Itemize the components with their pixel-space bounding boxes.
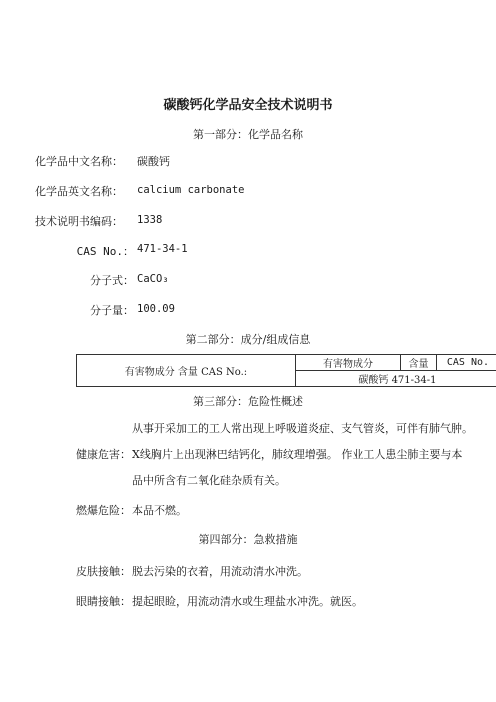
fire-value: 本品不燃。 [132, 504, 187, 517]
eye-label: 眼睛接触： [76, 595, 131, 608]
health-line-2: X线胸片上出现淋巴结钙化，肺纹理增强。 作业工人患尘肺主要与本 [132, 448, 463, 461]
fire-label: 燃爆危险： [76, 504, 131, 517]
en-name-label: 化学品英文名称： [35, 185, 123, 198]
part1-heading: 第一部分：化学品名称 [193, 128, 303, 141]
part3-heading: 第三部分：危险性概述 [193, 395, 303, 408]
cn-name-label: 化学品中文名称： [35, 155, 123, 168]
composition-row: 碳酸钙 471-34-1 [295, 371, 496, 387]
composition-header-component: 有害物成分 [295, 355, 400, 371]
weight-value: 100.09 [137, 303, 175, 315]
formula-value: CaCO₃ [137, 273, 169, 285]
composition-header-content: 含量 [401, 355, 437, 371]
cn-name-value: 碳酸钙 [137, 155, 170, 168]
health-line-3: 品中所含有二氧化硅杂质有关。 [132, 474, 286, 487]
skin-label: 皮肤接触： [76, 565, 131, 578]
part4-heading: 第四部分：急救措施 [198, 533, 298, 546]
weight-label: 分子量： [90, 304, 134, 317]
composition-header-cas: CAS No. [436, 355, 496, 371]
en-name-value: calcium carbonate [137, 184, 245, 196]
cas-value: 471-34-1 [137, 243, 188, 255]
skin-value: 脱去污染的衣着，用流动清水冲洗。 [132, 565, 308, 578]
composition-left-cell: 有害物成分 含量 CAS No.: [77, 355, 296, 387]
document-title: 碳酸钙化学品安全技术说明书 [163, 98, 333, 113]
formula-label: 分子式： [90, 274, 134, 287]
health-line-1: 从事开采加工的工人常出现上呼吸道炎症、支气管炎，可伴有肺气肿。 [132, 422, 473, 435]
eye-value: 提起眼睑，用流动清水或生理盐水冲洗。就医。 [132, 595, 363, 608]
cas-label: CAS No.： [76, 245, 134, 258]
health-label: 健康危害： [76, 448, 131, 461]
code-value: 1338 [137, 214, 163, 226]
part2-heading: 第二部分：成分/组成信息 [185, 333, 311, 346]
code-label: 技术说明书编码： [35, 215, 123, 228]
composition-table [76, 354, 496, 387]
